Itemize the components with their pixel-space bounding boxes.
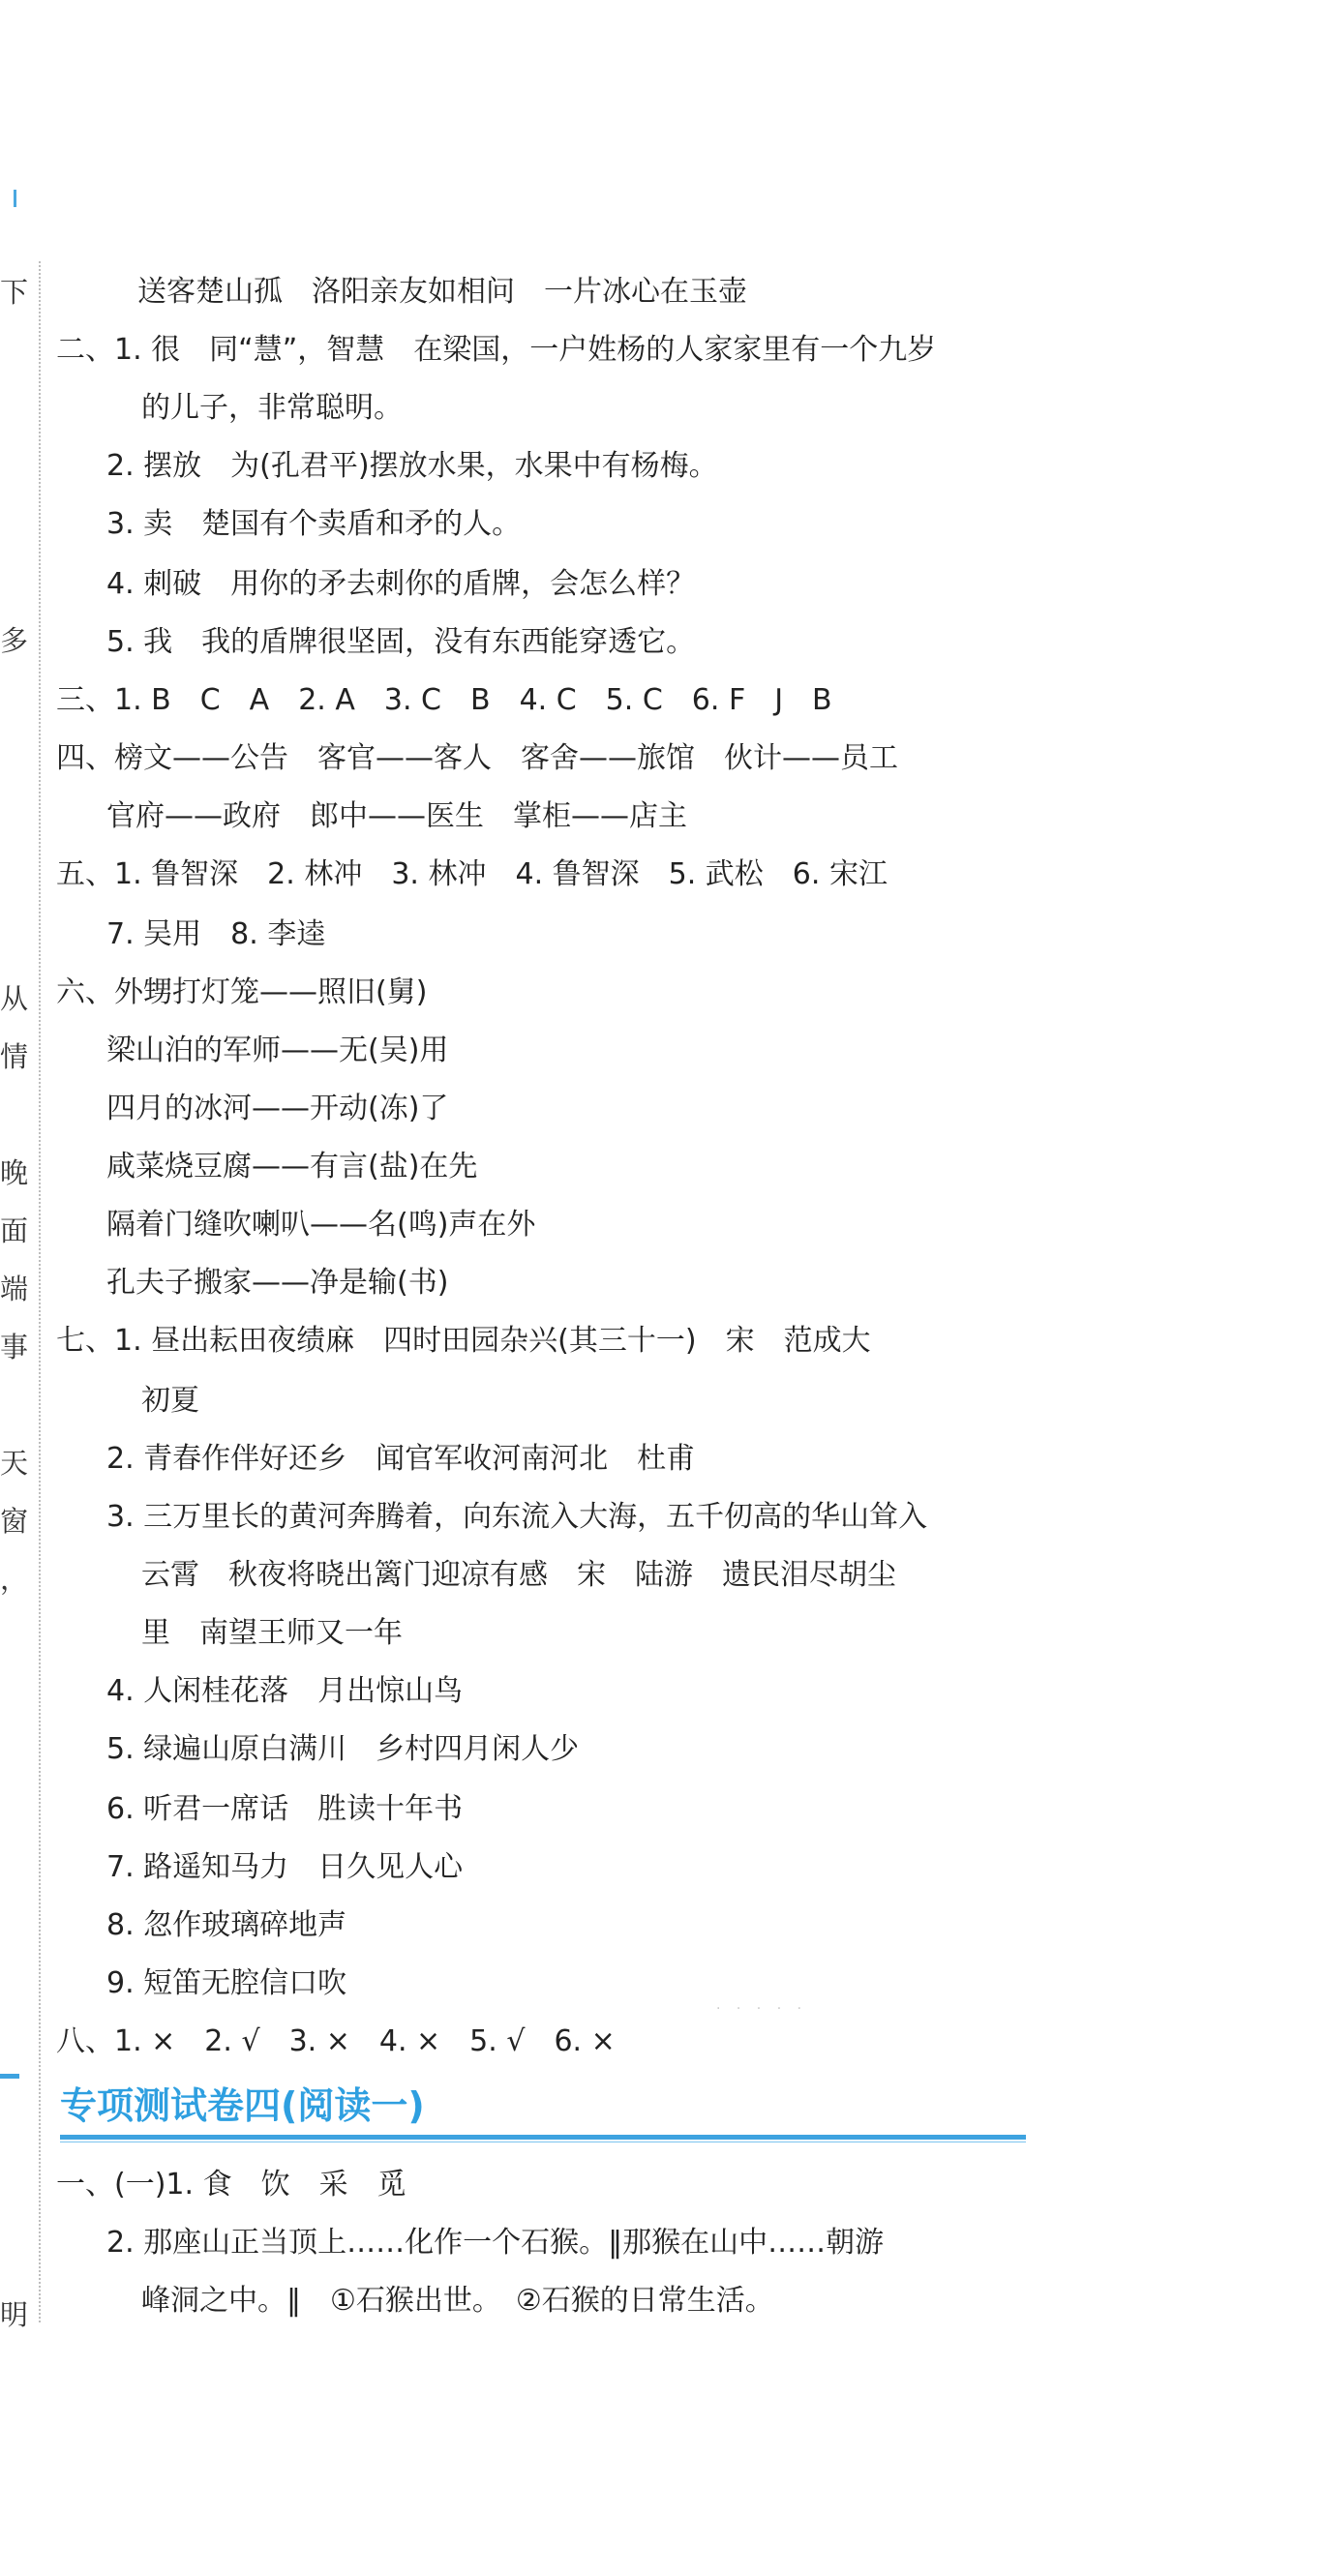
answer-line: 2. 青春作伴好还乡 闻官军收河南河北 杜甫	[106, 1442, 696, 1476]
answer-line: 4. 人闲桂花落 月出惊山鸟	[106, 1674, 464, 1708]
binding-margin-line	[39, 261, 41, 2322]
answer-line: 梁山泊的军师——无(吴)用	[106, 1033, 449, 1067]
section-title: 专项测试卷四(阅读一)	[60, 2084, 425, 2127]
answer-line: 里 南望王师又一年	[141, 1616, 403, 1650]
answer-line: 4. 刺破 用你的矛去刺你的盾牌，会怎么样？	[106, 567, 696, 601]
answer-line: 五、1. 鲁智深 2. 林冲 3. 林冲 4. 鲁智深 5. 武松 6. 宋江	[56, 857, 888, 891]
answer-line: 四月的冰河——开动(冻)了	[106, 1092, 449, 1125]
faint-dots: · · · · ·	[716, 2001, 808, 2017]
edge-char: 事	[0, 1331, 29, 1363]
answer-line: 六、外甥打灯笼——照旧(舅)	[56, 975, 428, 1009]
answer-line: 官府——政府 郎中——医生 掌柜——店主	[106, 799, 687, 833]
answer-line: 2. 摆放 为(孔君平)摆放水果，水果中有杨梅。	[106, 449, 718, 483]
edge-char: 下	[0, 276, 29, 309]
answer-line: 七、1. 昼出耘田夜绩麻 四时田园杂兴(其三十一) 宋 范成大	[56, 1324, 871, 1358]
answer-line: 7. 吴用 8. 李逵	[106, 917, 326, 951]
edge-char: 情	[0, 1040, 29, 1073]
edge-char: 从	[0, 982, 29, 1015]
margin-tick	[14, 190, 16, 207]
answer-line: 5. 我 我的盾牌很坚固，没有东西能穿透它。	[106, 625, 696, 659]
answer-line: 8. 忽作玻璃碎地声	[106, 1908, 347, 1942]
edge-char: 明	[0, 2298, 29, 2331]
answer-line: 5. 绿遍山原白满川 乡村四月闲人少	[106, 1732, 580, 1766]
answer-line: 咸菜烧豆腐——有言(盐)在先	[106, 1150, 478, 1183]
edge-char: 端	[0, 1273, 29, 1305]
answer-line: 隔着门缝吹喇叭——名(鸣)声在外	[106, 1208, 536, 1242]
answer-line: 四、榜文——公告 客官——客人 客舍——旅馆 伙计——员工	[56, 741, 898, 775]
answer-line: 二、1. 很 同“慧”，智慧 在梁国，一户姓杨的人家家里有一个九岁	[56, 333, 937, 367]
section-title-underline	[60, 2135, 1026, 2140]
answer-line: 三、1. B C A 2. A 3. C B 4. C 5. C 6. F J B	[56, 683, 832, 717]
answer-line: 9. 短笛无腔信口吹	[106, 1966, 347, 2000]
answer-line: 3. 卖 楚国有个卖盾和矛的人。	[106, 507, 522, 541]
edge-char: 窗	[0, 1505, 29, 1538]
answer-line: 的儿子，非常聪明。	[141, 391, 403, 425]
answer-line: 7. 路遥知马力 日久见人心	[106, 1850, 464, 1884]
answer-line: 峰洞之中。‖ ①石猴出世。 ②石猴的日常生活。	[141, 2284, 774, 2318]
answer-line: 送客楚山孤 洛阳亲友如相问 一片冰心在玉壶	[137, 275, 747, 309]
answer-line: 6. 听君一席话 胜读十年书	[106, 1792, 464, 1826]
answer-line: 八、1. × 2. √ 3. × 4. × 5. √ 6. ×	[56, 2024, 616, 2058]
answer-line: 2. 那座山正当顶上……化作一个石猴。‖那猴在山中……朝游	[106, 2226, 885, 2260]
edge-char: ，	[0, 1563, 29, 1596]
answer-line: 云霄 秋夜将晓出篱门迎凉有感 宋 陆游 遗民泪尽胡尘	[141, 1558, 896, 1592]
answer-line: 3. 三万里长的黄河奔腾着，向东流入大海，五千仞高的华山耸入	[106, 1500, 928, 1534]
answer-line: 孔夫子搬家——净是输(书)	[106, 1266, 449, 1300]
margin-accent-bar	[0, 2074, 19, 2079]
edge-char: 多	[0, 624, 29, 657]
edge-char: 晚	[0, 1156, 29, 1189]
answer-line: 一、(一)1. 食 饮 采 觅	[56, 2168, 406, 2202]
edge-char: 面	[0, 1214, 29, 1247]
answer-line: 初夏	[141, 1384, 199, 1418]
edge-char: 天	[0, 1447, 29, 1480]
